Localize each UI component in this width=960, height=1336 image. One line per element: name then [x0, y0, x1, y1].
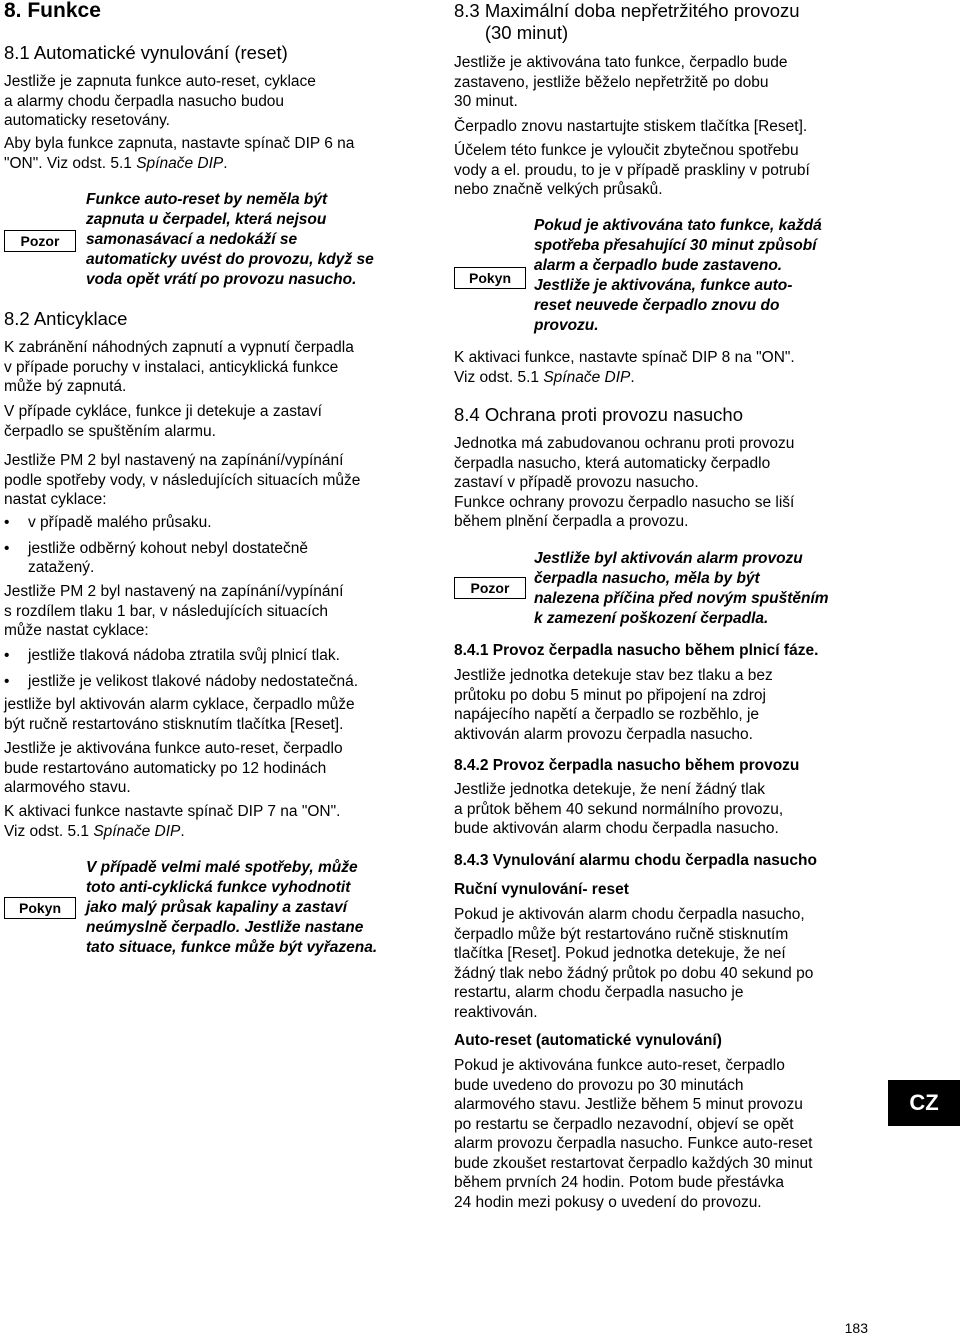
heading-8-4-3: 8.4.3 Vynulování alarmu chodu čerpadla nasucho: [454, 852, 817, 869]
s83-paragraph-1: Jestliže je aktivována tato funkce, čerpadlo bude zastaveno, jestliže běželo nepřetržitě po dobu 30 minut.: [454, 54, 788, 110]
s82-list-2: [4, 646, 422, 697]
advice-badge: Pokyn: [4, 897, 76, 919]
heading-8-4-2: 8.4.2 Provoz čerpadla nasucho během provozu: [454, 757, 800, 774]
s82-paragraph-2: V případe cykláce, funkce ji detekuje a zastaví čerpadlo se spuštěním alarmu.: [4, 403, 322, 440]
caution-text: Funkce auto-reset by neměla být zapnuta u čerpadel, která nejsou samonasávací a nedokáží se automaticky uvést do provozu, když se voda opět vrátí po provozu nasucho.: [86, 191, 374, 288]
s842-paragraph: Jestliže jednotka detekuje, že není žádný tlak a průtok během 40 sekund normálního provozu, bude aktivován alarm chodu čerpadla nasucho.: [454, 781, 784, 837]
list-item: • jestliže tlaková nádoba ztratila svůj plnicí tlak.: [4, 646, 422, 666]
advice-note-8-3: [454, 216, 874, 336]
s83-paragraph-2: Čerpadlo znovu nastartujte stiskem tlačítka [Reset].: [454, 118, 808, 135]
page-number: 183: [844, 1320, 868, 1336]
language-tab: CZ: [888, 1080, 960, 1126]
s81-p2-ref: Spínače DIP: [136, 154, 224, 172]
caution-badge: Pozor: [4, 230, 76, 252]
auto-reset-title: Auto-reset (automatické vynulování): [454, 1032, 722, 1049]
s82-list-1: [4, 513, 422, 584]
list-item: • jestliže odběrný kohout nebyl dostatečně zatažený.: [4, 539, 422, 578]
chapter-title: 8. Funkce: [4, 0, 101, 22]
s81-p2-text: Aby byla funkce zapnuta, nastavte spínač DIP 6 na "ON". Viz odst. 5.1: [4, 135, 355, 172]
heading-8-2: 8.2 Anticyklace: [4, 308, 128, 329]
auto-reset-paragraph: Pokud je aktivována funkce auto-reset, čerpadlo bude uvedeno do provozu po 30 minutách alarmového stavu. Jestliže během 5 minut provozu po restartu se čerpadlo nezavodní, objeví se opět alarm provozu čerpadla nasucho. Funkce auto-reset bude zkoušet restartovat čerpadlo každých 30 minut během prvních 24 hodin. Potom bude přestávka 24 hodin mezi pokusy o uvedení do provozu.: [454, 1057, 813, 1211]
s83-p4-text: K aktivaci funkce, nastavte spínač DIP 8 na "ON". Viz odst. 5.1: [454, 349, 795, 386]
s82-p7-text: K aktivaci funkce nastavte spínač DIP 7 na "ON". Viz odst. 5.1: [4, 803, 341, 840]
s83-paragraph-4: [454, 348, 874, 387]
s81-paragraph-2: [4, 134, 422, 173]
advice-badge: Pokyn: [454, 267, 526, 289]
s82-paragraph-7: [4, 802, 422, 841]
s83-paragraph-3: Účelem této funkce je vyloučit zbytečnou spotřebu vody a el. proudu, to je v případě praskliny v potrubí nebo značně velkých průsaků.: [454, 142, 810, 198]
heading-8-4-1: 8.4.1 Provoz čerpadla nasucho během plnicí fáze.: [454, 642, 819, 659]
manual-reset-title: Ruční vynulování- reset: [454, 881, 629, 898]
list-item: • v případě malého průsaku.: [4, 513, 422, 533]
s83-p4-end: .: [630, 368, 635, 386]
s841-paragraph: Jestliže jednotka detekuje stav bez tlaku a bez průtoku po dobu 5 minut po připojení na zdroj napájecího napětí a čerpadlo se rozběhlo, je aktivován alarm provozu čerpadla nasucho.: [454, 667, 773, 743]
caution-note-8-4: [454, 549, 874, 629]
list-item: • jestliže je velikost tlakové nádoby nedostatečná.: [4, 672, 422, 692]
caution-text: Jestliže byl aktivován alarm provozu čerpadla nasucho, měla by být nalezena příčina před novým spuštěním k zamezení poškození čerpadla.: [534, 550, 829, 627]
heading-8-1: 8.1 Automatické vynulování (reset): [4, 42, 288, 63]
s82-paragraph-4: Jestliže PM 2 byl nastavený na zapínání/vypínání s rozdílem tlaku 1 bar, v následujících situacích může nastat cyklace:: [4, 583, 344, 639]
s82-paragraph-6: Jestliže je aktivována funkce auto-reset, čerpadlo bude restartováno automaticky po 12 hodinách alarmového stavu.: [4, 740, 343, 796]
advice-text: V případě velmi malé spotřeby, může toto anti-cyklická funkce vyhodnotit jako malý průsak kapaliny a zastaví neúmyslně čerpadlo. Jestliže nastane tato situace, funkce může být vyřazena.: [86, 859, 378, 956]
caution-badge: Pozor: [454, 577, 526, 599]
s82-paragraph-3: Jestliže PM 2 byl nastavený na zapínání/vypínání podle spotřeby vody, v následujících situacích může nastat cyklace:: [4, 452, 361, 508]
s82-paragraph-1: K zabránění náhodných zapnutí a vypnutí čerpadla v případe poruchy v instalaci, anticyklická funkce může bý zapnutá.: [4, 339, 354, 395]
s82-p7-ref: Spínače DIP: [93, 822, 181, 840]
s81-paragraph-1: Jestliže je zapnuta funkce auto-reset, cyklace a alarmy chodu čerpadla nasucho budou automaticky resetovány.: [4, 73, 316, 129]
heading-8-3: 8.3 Maximální doba nepřetržitého provozu (30 minut): [454, 0, 800, 43]
advice-note-8-2: [4, 858, 422, 958]
caution-note-8-1: [4, 190, 422, 290]
advice-text: Pokud je aktivována tato funkce, každá spotřeba přesahující 30 minut způsobí alarm a čerpadlo bude zastaveno. Jestliže je aktivována, funkce auto- reset neuvede čerpadlo znovu do provozu.: [534, 217, 822, 334]
heading-8-4: 8.4 Ochrana proti provozu nasucho: [454, 404, 743, 425]
s84-paragraph-1: Jednotka má zabudovanou ochranu proti provozu čerpadla nasucho, která automaticky čerpadlo zastaví v případě provozu nasucho. Funkce ochrany provozu čerpadlo nasucho se liší během plnění čerpadla a provozu.: [454, 435, 795, 530]
s83-p4-ref: Spínače DIP: [543, 368, 631, 386]
s82-p7-end: .: [180, 822, 185, 840]
s82-paragraph-5: jestliže byl aktivován alarm cyklace, čerpadlo může být ručně restartováno stisknutím tlačítka [Reset].: [4, 696, 355, 733]
manual-reset-paragraph: Pokud je aktivován alarm chodu čerpadla nasucho, čerpadlo může být restartováno ručně stisknutím tlačítka [Reset]. Pokud jednotka detekuje, že neí žádný tlak nebo žádný průtok po dobu 40 sekund po restartu, alarm chodu čerpadla nasucho je reaktivován.: [454, 906, 814, 1021]
s81-p2-end: .: [223, 154, 228, 172]
